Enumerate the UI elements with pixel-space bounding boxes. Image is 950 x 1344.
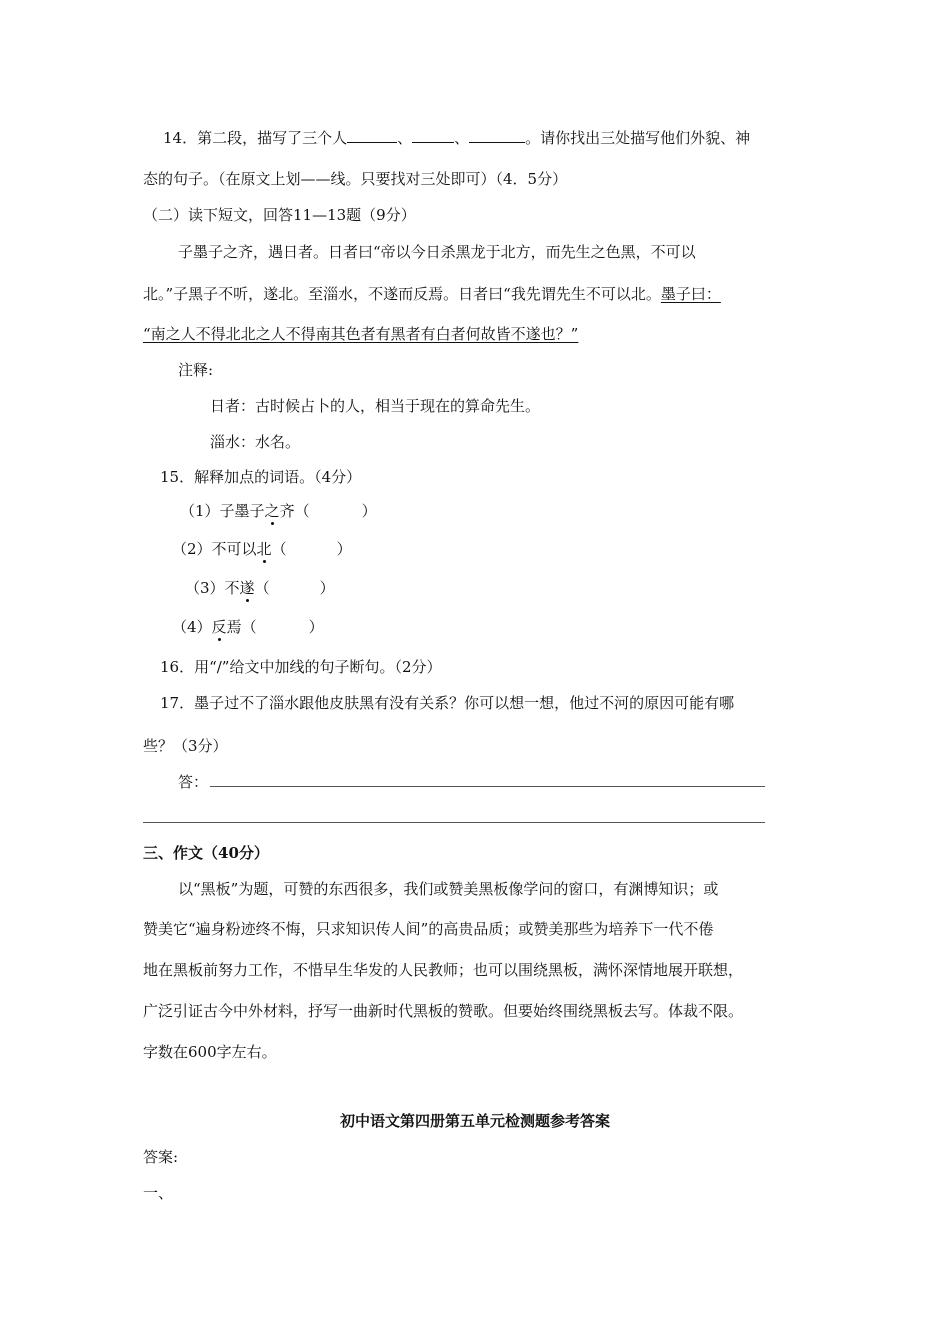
q17-line2: 些？（3分） — [143, 737, 228, 755]
answer-label: 答： — [178, 773, 209, 791]
dotted-word: 之 — [264, 502, 280, 520]
answer-key-title: 初中语文第四册第五单元检测题参考答案 — [339, 1112, 610, 1130]
q14-blank-1[interactable] — [347, 128, 397, 143]
q14-blank-2[interactable] — [412, 128, 454, 143]
essay-line-2: 赞美它“遍身粉迹终不悔，只求知识传人间”的高贵品质；或赞美那些为培养下一代不倦 — [143, 920, 714, 938]
marked-sentence: “南之人不得北北之人不得南其色者有黑者有白者何故皆不遂也？” — [143, 325, 579, 343]
essay-line-1: 以“黑板”为题，可赞的东西很多，我们或赞美黑板像学问的窗口，有渊博知识；或 — [178, 880, 719, 898]
q16: 16．用“/”给文中加线的句子断句。（2分） — [160, 658, 442, 676]
answer-line-1[interactable] — [210, 786, 765, 787]
answer-line-2[interactable] — [143, 822, 765, 823]
q15-item-4: （4）反焉（ ） — [172, 618, 324, 636]
q14-blank-3[interactable] — [469, 128, 525, 143]
section2-header: （二）读下短文，回答11—13题（9分） — [143, 206, 416, 224]
dotted-word: 遂 — [239, 579, 255, 597]
q17-line1: 17．墨子过不了淄水跟他皮肤黑有没有关系？你可以想一想，他过不河的原因可能有哪 — [160, 694, 735, 712]
q14-line1: 14．第二段，描写了三个人 、 、 。请你找出三处描写他们外貌、神 — [163, 129, 751, 147]
q15-item-3: （3）不遂（ ） — [185, 579, 335, 597]
passage-line2: 北。”子黑子不听，遂北。至淄水，不遂而反焉。日者曰“我先谓先生不可以北。墨子曰： — [143, 285, 721, 303]
note-2: 淄水：水名。 — [210, 433, 301, 451]
answer-key-section1: 一、 — [143, 1184, 174, 1202]
notes-label: 注释: — [178, 361, 214, 379]
answer-key-label: 答案: — [143, 1148, 179, 1166]
marked-sentence-start: 墨子曰： — [660, 285, 721, 303]
dotted-word: 北 — [256, 540, 272, 558]
q15-title: 15．解释加点的词语。（4分） — [160, 468, 362, 486]
dotted-word: 反 — [211, 618, 227, 636]
note-1: 日者：古时候占卜的人，相当于现在的算命先生。 — [210, 397, 541, 415]
q15-item-2: （2）不可以北（ ） — [172, 540, 352, 558]
essay-line-3: 地在黑板前努力工作，不惜早生华发的人民教师；也可以围绕黑板，满怀深情地展开联想， — [143, 961, 744, 979]
section3-title: 三、作文（40分） — [143, 844, 269, 862]
essay-line-5: 字数在600字左右。 — [143, 1043, 277, 1061]
passage-line1: 子墨子之齐，遇日者。日者曰“帝以今日杀黑龙于北方，而先生之色黑，不可以 — [178, 243, 696, 261]
essay-line-4: 广泛引证古今中外材料，抒写一曲新时代黑板的赞歌。但要始终围绕黑板去写。体裁不限。 — [143, 1002, 744, 1020]
q14-line2: 态的句子。（在原文上划——线。只要找对三处即可）（4．5分） — [143, 170, 568, 188]
q15-item-1: （1）子墨子之齐（ ） — [180, 502, 377, 520]
